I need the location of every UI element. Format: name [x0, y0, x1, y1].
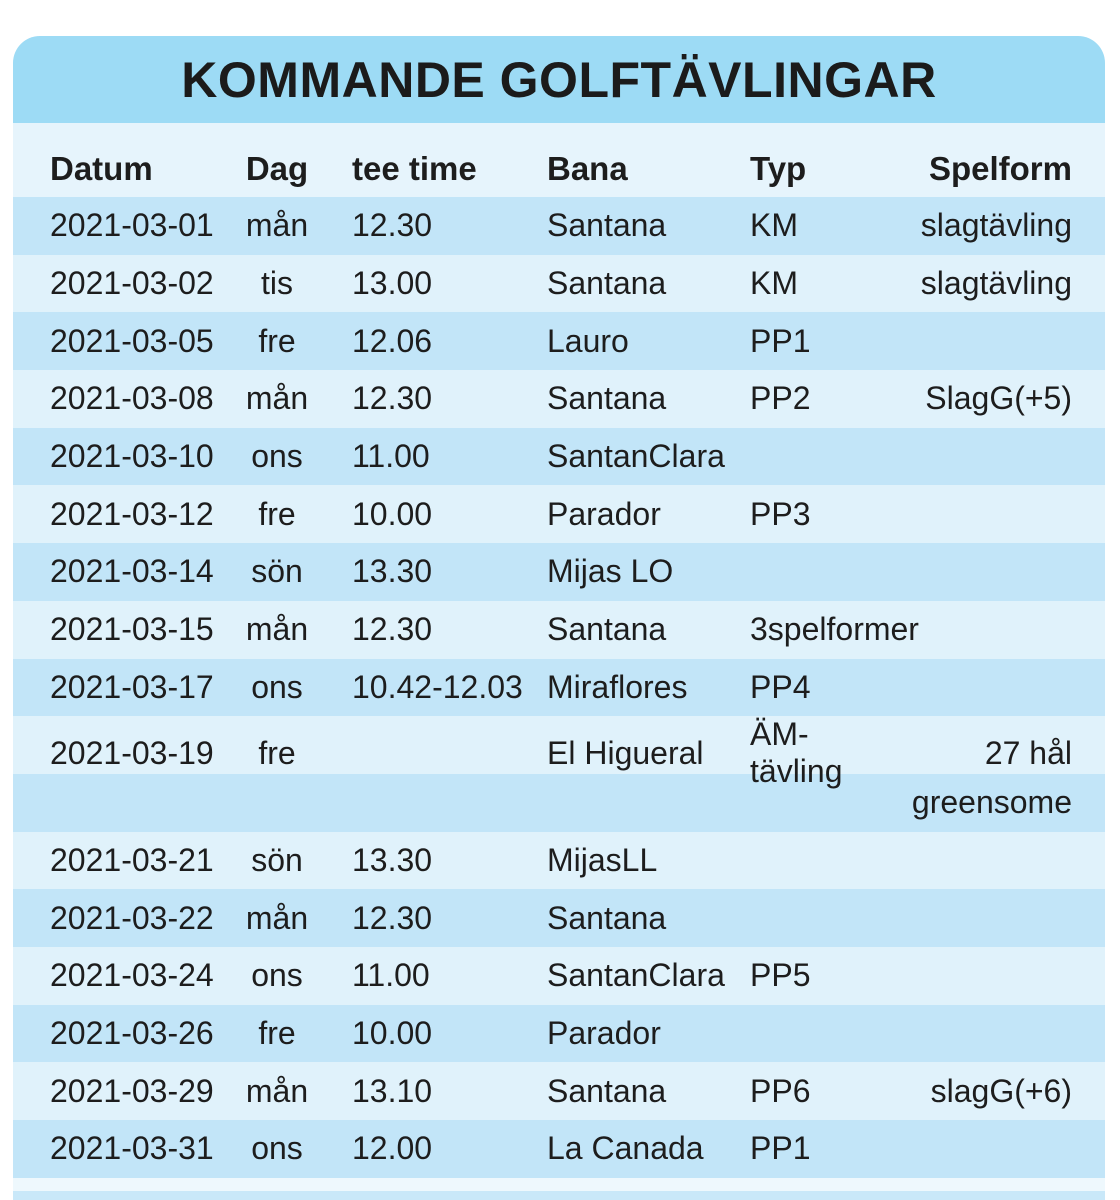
table-row: [13, 370, 1105, 428]
cell-tee-time: 11.00: [352, 957, 430, 994]
cell-tee-time: 13.30: [352, 841, 433, 878]
cell-typ: PP4: [750, 668, 811, 705]
column-header-tee-time: tee time: [352, 150, 477, 187]
table-body: [13, 197, 1105, 1178]
cell-bana: Santana: [547, 899, 667, 936]
cell-spelform: SlagG(+5): [925, 380, 1072, 417]
cell-datum: 2021-03-02: [50, 265, 214, 302]
table-row: [13, 1120, 1105, 1178]
cell-dag: mån: [245, 611, 309, 648]
cell-datum: 2021-03-31: [50, 1130, 214, 1167]
cell-bana: SantanClara: [547, 957, 725, 994]
table-row: [13, 485, 1105, 543]
cell-typ: PP5: [750, 957, 811, 994]
page-title: KOMMANDE GOLFTÄVLINGAR: [181, 51, 937, 108]
cell-datum: 2021-03-10: [50, 438, 214, 475]
cell-datum: 2021-03-01: [50, 207, 214, 244]
cell-dag: fre: [258, 734, 296, 771]
cell-dag: mån: [245, 1072, 309, 1109]
table-row: [13, 1005, 1105, 1063]
table-row: [13, 889, 1105, 947]
cell-dag: ons: [251, 668, 303, 705]
cell-spelform: slagtävling: [920, 265, 1072, 302]
table-row: [13, 659, 1105, 717]
cell-bana: Santana: [547, 380, 667, 417]
cell-typ: ÄM- tävling: [750, 716, 843, 790]
table-row: [13, 312, 1105, 370]
cell-tee-time: 13.00: [352, 265, 433, 302]
cell-datum: 2021-03-19: [50, 734, 214, 771]
cell-bana: Santana: [547, 611, 667, 648]
schedule-card: [13, 36, 1105, 1200]
bottom-strip: [13, 1191, 1105, 1200]
cell-tee-time: 12.06: [352, 322, 433, 359]
cell-dag: sön: [251, 553, 303, 590]
cell-bana: Mijas LO: [547, 553, 674, 590]
cell-datum: 2021-03-17: [50, 668, 214, 705]
cell-typ: PP6: [750, 1072, 811, 1109]
table-row: [13, 832, 1105, 890]
column-header-spelform: Spelform: [928, 150, 1072, 187]
table-row: [13, 428, 1105, 486]
cell-bana: MijasLL: [547, 841, 658, 878]
cell-datum: 2021-03-15: [50, 611, 214, 648]
cell-datum: 2021-03-12: [50, 495, 214, 532]
column-header-bana: Bana: [547, 150, 628, 187]
table-row: [13, 255, 1105, 313]
cell-typ: KM: [750, 207, 798, 244]
cell-dag: mån: [245, 899, 309, 936]
cell-datum: 2021-03-14: [50, 553, 214, 590]
column-header-datum: Datum: [50, 150, 153, 187]
cell-datum: 2021-03-08: [50, 380, 214, 417]
cell-bana: Santana: [547, 207, 667, 244]
cell-typ: 3spelformer: [750, 611, 919, 648]
table-row: [13, 716, 1105, 790]
cell-dag: ons: [251, 438, 303, 475]
cell-dag: ons: [251, 957, 303, 994]
cell-bana: Miraflores: [547, 668, 688, 705]
cell-datum: 2021-03-22: [50, 899, 214, 936]
table-row: [13, 601, 1105, 659]
cell-tee-time: 12.30: [352, 380, 433, 417]
cell-bana: Parador: [547, 495, 661, 532]
cell-tee-time: 10.00: [352, 1014, 433, 1051]
table-row: [13, 774, 1105, 832]
cell-datum: 2021-03-05: [50, 322, 214, 359]
cell-datum: 2021-03-24: [50, 957, 214, 994]
cell-dag: mån: [245, 380, 309, 417]
cell-bana: Santana: [547, 265, 667, 302]
cell-tee-time: 13.10: [352, 1072, 433, 1109]
cell-spelform: 27 hål: [984, 734, 1072, 771]
cell-datum: 2021-03-21: [50, 841, 214, 878]
cell-bana: Lauro: [547, 322, 629, 359]
cell-dag: fre: [258, 1014, 296, 1051]
cell-tee-time: 12.30: [352, 207, 433, 244]
column-header-typ: Typ: [750, 150, 807, 187]
cell-bana: SantanClara: [547, 438, 725, 475]
cell-dag: fre: [258, 322, 296, 359]
cell-spelform: slagtävling: [920, 207, 1072, 244]
cell-dag: mån: [245, 207, 309, 244]
cell-tee-time: 13.30: [352, 553, 433, 590]
table-row: [13, 1062, 1105, 1120]
cell-bana: La Canada: [547, 1130, 704, 1167]
cell-spelform: greensome: [911, 784, 1072, 821]
cell-dag: tis: [261, 265, 293, 302]
cell-tee-time: 12.30: [352, 899, 433, 936]
cell-dag: sön: [251, 841, 303, 878]
table-row: [13, 543, 1105, 601]
table-header-row: [13, 123, 1105, 197]
cell-spelform: slagG(+6): [930, 1072, 1072, 1109]
cell-tee-time: 10.00: [352, 495, 433, 532]
cell-typ: PP1: [750, 1130, 811, 1167]
cell-dag: ons: [251, 1130, 303, 1167]
cell-datum: 2021-03-26: [50, 1014, 214, 1051]
table-row: [13, 197, 1105, 255]
cell-bana: Santana: [547, 1072, 667, 1109]
cell-tee-time: 11.00: [352, 438, 430, 475]
cell-datum: 2021-03-29: [50, 1072, 214, 1109]
column-header-dag: Dag: [245, 150, 309, 187]
bottom-gap: [13, 1178, 1105, 1191]
cell-typ: PP3: [750, 495, 811, 532]
table-row: [13, 947, 1105, 1005]
cell-tee-time: 12.00: [352, 1130, 433, 1167]
cell-bana: El Higueral: [547, 734, 704, 771]
title-band: [13, 36, 1105, 123]
cell-bana: Parador: [547, 1014, 661, 1051]
cell-typ: PP2: [750, 380, 811, 417]
cell-typ: PP1: [750, 322, 811, 359]
cell-tee-time: 12.30: [352, 611, 433, 648]
cell-tee-time: 10.42-12.03: [352, 668, 523, 705]
cell-typ: KM: [750, 265, 798, 302]
cell-dag: fre: [258, 495, 296, 532]
